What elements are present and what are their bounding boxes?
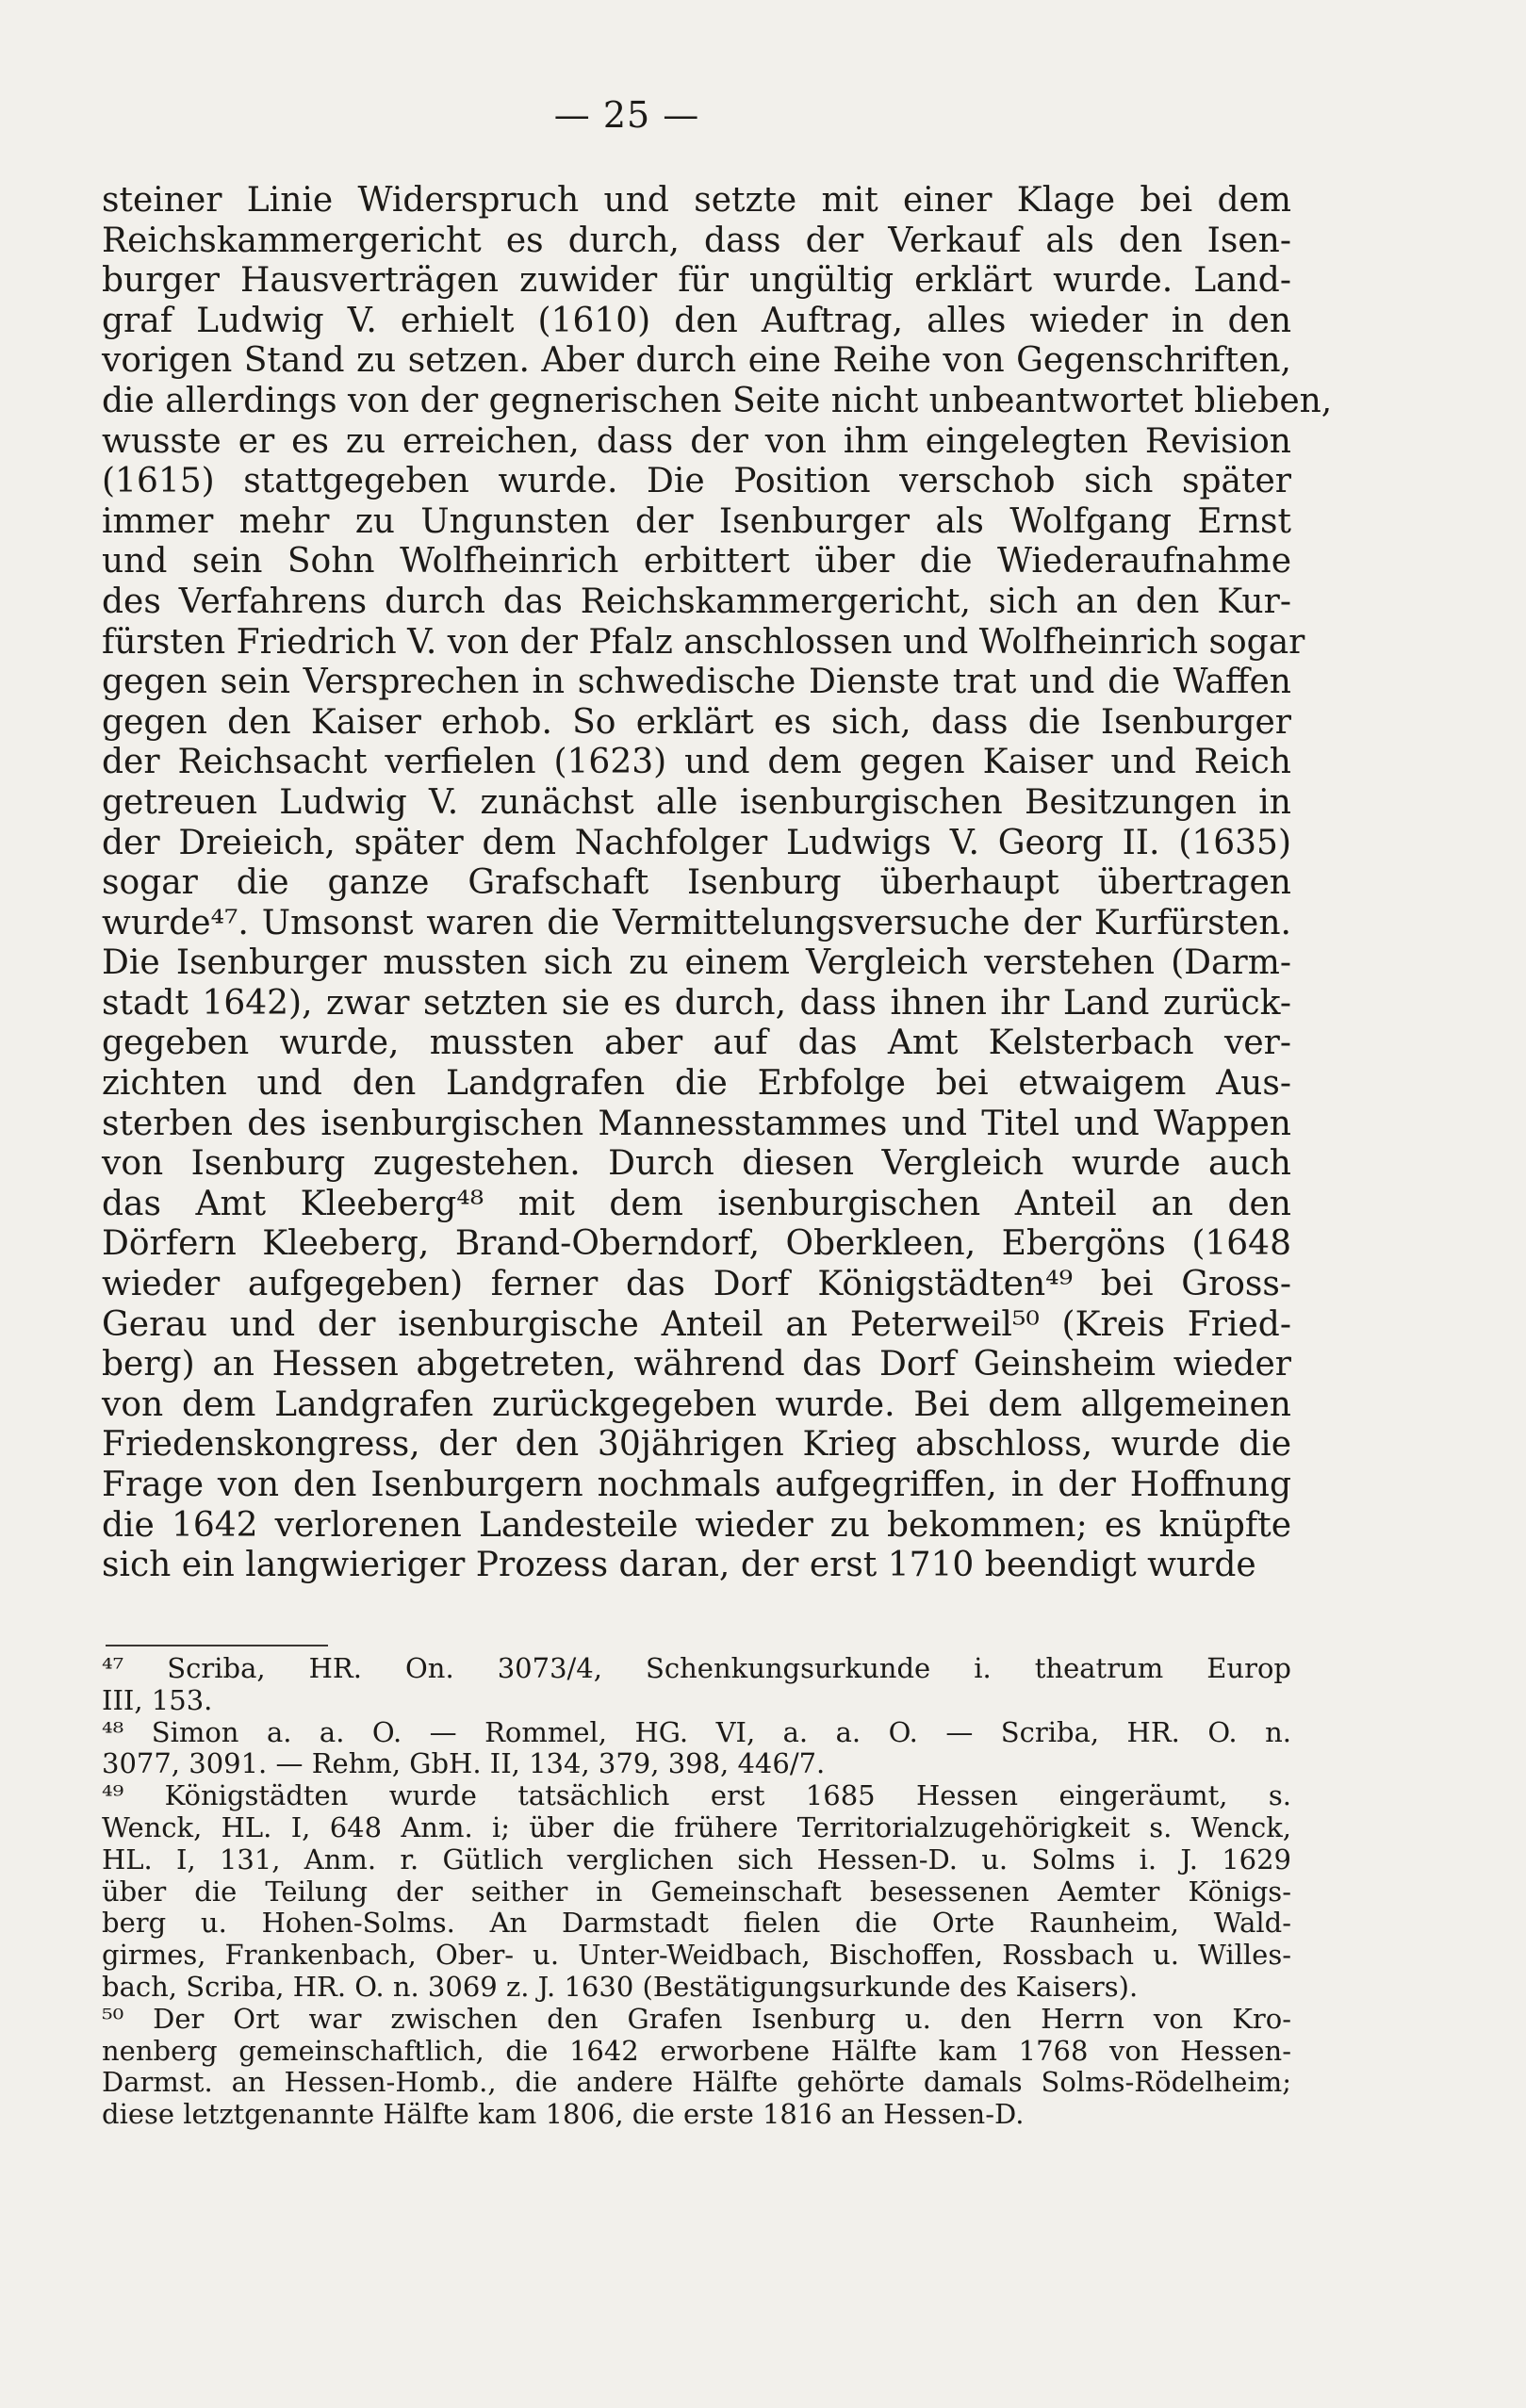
- text-line: steiner Linie Widerspruch und setzte mit einer Klage bei dem: [102, 181, 1291, 220]
- text-line: sogar die ganze Grafschaft Isenburg überhaupt übertragen: [102, 863, 1291, 903]
- text-line: der Reichsacht verfielen (1623) und dem gegen Kaiser und Reich: [102, 743, 1291, 782]
- main-text: [102, 181, 1333, 1586]
- text-line: gegen den Kaiser erhob. So erklärt es sich, dass die Isenburger: [102, 702, 1291, 742]
- text-line: wurde⁴⁷. Umsonst waren die Vermittelungsversuche der Kurfürsten.: [102, 903, 1291, 942]
- text-line: vorigen Stand zu setzen. Aber durch eine Reihe von Gegenschriften,: [102, 341, 1291, 381]
- text-line: gegen sein Versprechen in schwedische Dienste trat und die Waffen: [102, 663, 1291, 702]
- text-line: wieder aufgegeben) ferner das Dorf Königstädten⁴⁹ bei Gross-: [102, 1265, 1291, 1304]
- text-line: zichten und den Landgrafen die Erbfolge bei etwaigem Aus-: [102, 1064, 1291, 1104]
- footnotes: [102, 1653, 1291, 2131]
- text-line: getreuen Ludwig V. zunächst alle isenburgischen Besitzungen in: [102, 782, 1291, 822]
- footnote-line: ⁴⁹ Königstädten wurde tatsächlich erst 1685 Hessen eingeräumt, s.: [102, 1779, 1291, 1812]
- text-line: Friedenskongress, der den 30jährigen Krieg abschloss, wurde die: [102, 1425, 1291, 1465]
- text-line: immer mehr zu Ungunsten der Isenburger als Wolfgang Ernst: [102, 501, 1291, 541]
- footnote-divider: [106, 1645, 328, 1646]
- text-line: Gerau und der isenburgische Anteil an Peterweil⁵⁰ (Kreis Fried-: [102, 1304, 1291, 1344]
- text-line: der Dreieich, später dem Nachfolger Ludwigs V. Georg II. (1635): [102, 823, 1291, 862]
- text-line: wusste er es zu erreichen, dass der von ihm eingelegten Revision: [102, 421, 1291, 461]
- text-line: fürsten Friedrich V. von der Pfalz anschlossen und Wolfheinrich sogar: [102, 622, 1305, 662]
- footnote-line: nenberg gemeinschaftlich, die 1642 erworbene Hälfte kam 1768 von Hessen-: [102, 2034, 1291, 2067]
- footnote-line: 3077, 3091. — Rehm, GbH. II, 134, 379, 398, 446/7.: [102, 1747, 826, 1780]
- text-line: berg) an Hessen abgetreten, während das Dorf Geinsheim wieder: [102, 1345, 1291, 1384]
- text-line: Die Isenburger mussten sich zu einem Vergleich verstehen (Darm-: [102, 943, 1291, 983]
- footnote-line: HL. I, 131, Anm. r. Gütlich verglichen sich Hessen-D. u. Solms i. J. 1629: [102, 1843, 1291, 1876]
- text-line: gegeben wurde, mussten aber auf das Amt Kelsterbach ver-: [102, 1024, 1291, 1063]
- footnote-line: bach, Scriba, HR. O. n. 3069 z. J. 1630 (Bestätigungsurkunde des Kaisers).: [102, 1970, 1139, 2003]
- footnote-line: ⁴⁷ Scriba, HR. On. 3073/4, Schenkungsurkunde i. theatrum Europ: [102, 1652, 1291, 1684]
- text-line: sterben des isenburgischen Mannesstammes und Titel und Wappen: [102, 1104, 1291, 1143]
- footnote-line: girmes, Frankenbach, Ober- u. Unter-Weidbach, Bischoffen, Rossbach u. Willes-: [102, 1939, 1291, 1972]
- text-line: stadt 1642), zwar setzten sie es durch, dass ihnen ihr Land zurück-: [102, 983, 1291, 1023]
- text-line: die 1642 verlorenen Landesteile wieder zu bekommen; es knüpfte: [102, 1505, 1291, 1545]
- footnote-line: Wenck, HL. I, 648 Anm. i; über die frühere Territorialzugehörigkeit s. Wenck,: [102, 1810, 1291, 1843]
- footnote-line: ⁴⁸ Simon a. a. O. — Rommel, HG. VI, a. a. O. — Scriba, HR. O. n.: [102, 1715, 1291, 1748]
- text-line: (1615) stattgegeben wurde. Die Position verschob sich später: [102, 462, 1291, 501]
- footnote-line: Darmst. an Hessen-Homb., die andere Hälfte gehörte damals Solms-Rödelheim;: [102, 2066, 1291, 2099]
- text-line: sich ein langwieriger Prozess daran, der erst 1710 beendigt wurde: [102, 1546, 1256, 1585]
- text-line: das Amt Kleeberg⁴⁸ mit dem isenburgischen Anteil an den: [102, 1184, 1291, 1223]
- footnote-line: über die Teilung der seither in Gemeinschaft besessenen Aemter Königs-: [102, 1875, 1291, 1908]
- page-number: — 25 —: [553, 94, 700, 136]
- text-line: und sein Sohn Wolfheinrich erbittert über die Wiederaufnahme: [102, 542, 1291, 582]
- text-line: burger Hausverträgen zuwider für ungültig erklärt wurde. Land-: [102, 261, 1291, 301]
- text-line: von dem Landgrafen zurückgegeben wurde. Bei dem allgemeinen: [102, 1384, 1291, 1424]
- footnote-line: III, 153.: [102, 1683, 213, 1716]
- footnote-line: diese letztgenannte Hälfte kam 1806, die erste 1816 an Hessen-D.: [102, 2098, 1025, 2131]
- text-line: Frage von den Isenburgern nochmals aufgegriffen, in der Hoffnung: [102, 1466, 1291, 1504]
- text-line: von Isenburg zugestehen. Durch diesen Vergleich wurde auch: [102, 1144, 1291, 1184]
- text-line: graf Ludwig V. erhielt (1610) den Auftrag, alles wieder in den: [102, 301, 1291, 340]
- text-line: Dörfern Kleeberg, Brand-Oberndorf, Oberkleen, Ebergöns (1648: [102, 1224, 1291, 1264]
- text-line: Reichskammergericht es durch, dass der Verkauf als den Isen-: [102, 221, 1291, 260]
- footnote-line: ⁵⁰ Der Ort war zwischen den Grafen Isenburg u. den Herrn von Kro-: [102, 2002, 1291, 2035]
- footnote-line: berg u. Hohen-Solms. An Darmstadt fielen die Orte Raunheim, Wald-: [102, 1907, 1291, 1940]
- text-line: die allerdings von der gegnerischen Seite nicht unbeantwortet blieben,: [102, 381, 1333, 420]
- text-line: des Verfahrens durch das Reichskammergericht, sich an den Kur-: [102, 582, 1291, 621]
